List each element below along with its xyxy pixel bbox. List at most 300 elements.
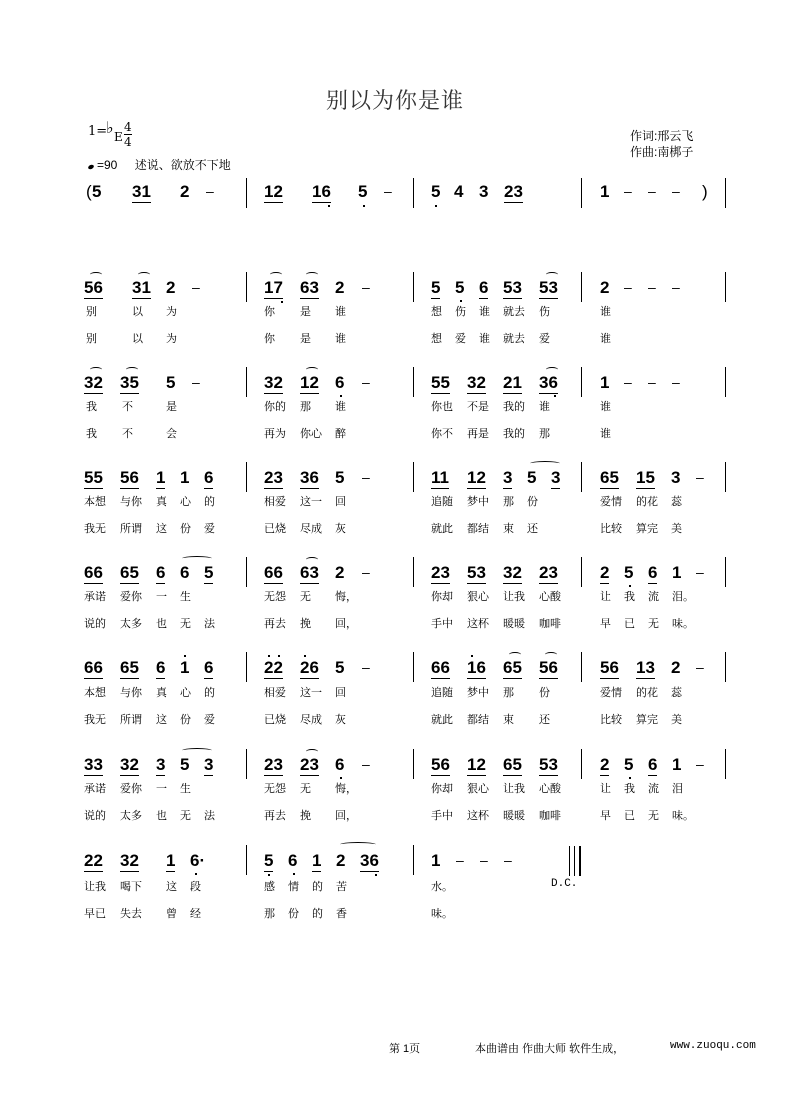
note: 33 bbox=[84, 755, 103, 774]
slur bbox=[306, 367, 318, 372]
high-dot bbox=[278, 655, 280, 657]
dash: – bbox=[480, 852, 488, 868]
lyric: 挽 bbox=[300, 618, 311, 630]
barline bbox=[413, 272, 414, 302]
lyric: 这 bbox=[156, 523, 167, 535]
lyric: 让我 bbox=[503, 783, 525, 795]
note: 16 bbox=[467, 658, 486, 677]
lyric: 谁 bbox=[335, 306, 346, 318]
dash: – bbox=[456, 852, 464, 868]
lyric: 手中 bbox=[431, 810, 453, 822]
lyric: 水。 bbox=[431, 881, 453, 893]
note: 2 bbox=[671, 658, 681, 677]
note: 36 bbox=[300, 468, 319, 487]
note: 66 bbox=[431, 658, 450, 677]
lyric: 爱情 bbox=[600, 496, 622, 508]
barline bbox=[581, 367, 582, 397]
note: 12 bbox=[300, 373, 319, 392]
flat-icon: ♭ bbox=[106, 118, 114, 137]
lyric: 谁 bbox=[479, 333, 490, 345]
lyric: 与你 bbox=[120, 496, 142, 508]
barline bbox=[725, 367, 726, 397]
note: 3 bbox=[671, 468, 681, 487]
lyric: 无 bbox=[300, 591, 311, 603]
lyric: 就此 bbox=[431, 714, 453, 726]
slur bbox=[182, 556, 212, 561]
high-dot bbox=[304, 655, 306, 657]
lyric: 已 bbox=[624, 618, 635, 630]
note: 5 bbox=[455, 278, 465, 297]
lyric: 谁 bbox=[479, 306, 490, 318]
dash: – bbox=[696, 659, 704, 675]
note: 5 bbox=[264, 851, 274, 870]
key-prefix: 1= bbox=[88, 124, 108, 139]
barline bbox=[581, 178, 582, 208]
tempo-bpm: =90 bbox=[97, 158, 118, 172]
note: 2 bbox=[600, 755, 610, 774]
tempo-marking bbox=[88, 156, 231, 173]
lyric: 苦 bbox=[336, 881, 347, 893]
barline bbox=[725, 178, 726, 208]
note: 23 bbox=[264, 755, 283, 774]
note: 56 bbox=[431, 755, 450, 774]
page-number: 第 1页 bbox=[389, 1043, 421, 1055]
lyric: 无 bbox=[300, 783, 311, 795]
lyric: 悔， bbox=[335, 591, 357, 603]
note: 1 bbox=[600, 373, 610, 392]
note: 5 bbox=[335, 468, 345, 487]
lyric: 的 bbox=[312, 881, 323, 893]
note: 5 bbox=[358, 182, 368, 201]
dash: – bbox=[672, 374, 680, 390]
dash: – bbox=[192, 279, 200, 295]
lyric: 香 bbox=[336, 908, 347, 920]
lyric: 不 bbox=[122, 428, 133, 440]
lyric: 太多 bbox=[120, 810, 142, 822]
lyric: 都结 bbox=[467, 523, 489, 535]
lyric: 爱你 bbox=[120, 783, 142, 795]
lyric: 你 bbox=[264, 306, 275, 318]
dash: – bbox=[192, 374, 200, 390]
lyric: 这杯 bbox=[467, 618, 489, 630]
dash: – bbox=[672, 279, 680, 295]
note: 1 bbox=[672, 755, 682, 774]
high-dot bbox=[471, 655, 473, 657]
lyric: 泪 bbox=[672, 783, 683, 795]
note: 23 bbox=[539, 563, 558, 582]
dash: – bbox=[624, 374, 632, 390]
lyric: 我无 bbox=[84, 523, 106, 535]
lyric: 流 bbox=[648, 783, 659, 795]
lyric: 回， bbox=[335, 618, 357, 630]
low-dot bbox=[629, 585, 631, 587]
barline bbox=[246, 557, 247, 587]
note: 23 bbox=[504, 182, 523, 201]
lyric: 是 bbox=[300, 306, 311, 318]
lyric: 我无 bbox=[84, 714, 106, 726]
note: 23 bbox=[431, 563, 450, 582]
barline bbox=[581, 272, 582, 302]
lyric: 真 bbox=[156, 496, 167, 508]
lyric: 回 bbox=[335, 687, 346, 699]
note: 32 bbox=[503, 563, 522, 582]
barline bbox=[246, 367, 247, 397]
note: 6 bbox=[204, 468, 214, 487]
lyric: 暖暖 bbox=[503, 810, 525, 822]
lyric: 本想 bbox=[84, 687, 106, 699]
note: 1 bbox=[312, 851, 322, 870]
dash: – bbox=[696, 564, 704, 580]
dash: – bbox=[362, 279, 370, 295]
note: 1 bbox=[156, 468, 166, 487]
lyric: 你却 bbox=[431, 591, 453, 603]
lyric: 无 bbox=[180, 618, 191, 630]
lyric: 味。 bbox=[672, 618, 694, 630]
low-dot bbox=[281, 301, 283, 303]
barline bbox=[246, 272, 247, 302]
lyric: 承诺 bbox=[84, 783, 106, 795]
note: 56 bbox=[539, 658, 558, 677]
lyric: 喝下 bbox=[120, 881, 142, 893]
lyric: 说的 bbox=[84, 810, 106, 822]
barline bbox=[246, 462, 247, 492]
note: 6 bbox=[648, 755, 658, 774]
note: 5 bbox=[166, 373, 176, 392]
lyric: 我 bbox=[624, 591, 635, 603]
lyric: 狠心 bbox=[467, 591, 489, 603]
key-signature bbox=[88, 118, 132, 149]
lyric: 这 bbox=[156, 714, 167, 726]
dash: – bbox=[648, 183, 656, 199]
note: 22 bbox=[264, 658, 283, 677]
note: 1 bbox=[672, 563, 682, 582]
note: 5 bbox=[431, 182, 441, 201]
lyric: 狠心 bbox=[467, 783, 489, 795]
note: 6 bbox=[288, 851, 298, 870]
lyric: 本想 bbox=[84, 496, 106, 508]
note: 55 bbox=[84, 468, 103, 487]
barline bbox=[581, 462, 582, 492]
note: 4 bbox=[454, 182, 464, 201]
lyric: 我 bbox=[624, 783, 635, 795]
low-dot bbox=[435, 205, 437, 207]
note: 65 bbox=[600, 468, 619, 487]
note: 2 bbox=[335, 278, 345, 297]
lyric: 束 bbox=[503, 523, 514, 535]
lyric: 爱 bbox=[204, 714, 215, 726]
lyric: 我的 bbox=[503, 428, 525, 440]
note: 56 bbox=[84, 278, 103, 297]
time-signature bbox=[124, 120, 132, 149]
lyric: 已烧 bbox=[264, 523, 286, 535]
barline bbox=[413, 557, 414, 587]
lyric: 一 bbox=[156, 783, 167, 795]
lyric: 伤 bbox=[455, 306, 466, 318]
lyric: 无 bbox=[648, 810, 659, 822]
slur bbox=[306, 749, 318, 754]
low-dot bbox=[340, 777, 342, 779]
lyric: 追随 bbox=[431, 687, 453, 699]
note: 6 bbox=[479, 278, 489, 297]
lyric: 心酸 bbox=[539, 591, 561, 603]
dash: – bbox=[504, 852, 512, 868]
barline bbox=[725, 749, 726, 779]
lyric: 份 bbox=[180, 523, 191, 535]
lyric: 泪。 bbox=[672, 591, 694, 603]
note: 2 bbox=[600, 278, 610, 297]
lyric: 回 bbox=[335, 496, 346, 508]
lyric: 还 bbox=[539, 714, 550, 726]
lyric: 为 bbox=[166, 306, 177, 318]
lyric: 爱 bbox=[539, 333, 550, 345]
lyric: 算完 bbox=[636, 523, 658, 535]
lyric: 一 bbox=[156, 591, 167, 603]
lyric: 所谓 bbox=[120, 523, 142, 535]
page-title: 别以为你是谁 bbox=[325, 89, 464, 114]
lyric: 心 bbox=[180, 496, 191, 508]
lyric: 就去 bbox=[503, 333, 525, 345]
lyric: 相爱 bbox=[264, 687, 286, 699]
note: 66 bbox=[84, 658, 103, 677]
note: 53 bbox=[503, 278, 522, 297]
lyric: 谁 bbox=[600, 333, 611, 345]
lyric: 爱 bbox=[204, 523, 215, 535]
barline bbox=[725, 557, 726, 587]
lyric: 我 bbox=[86, 428, 97, 440]
note: 35 bbox=[120, 373, 139, 392]
lyric: 醉 bbox=[335, 428, 346, 440]
barline bbox=[246, 178, 247, 208]
lyric: 你的 bbox=[264, 401, 286, 413]
slur bbox=[182, 748, 212, 753]
lyric: 经 bbox=[190, 908, 201, 920]
note: 12 bbox=[264, 182, 283, 201]
lyric: 那 bbox=[264, 908, 275, 920]
note: 1 bbox=[431, 851, 441, 870]
lyric: 不是 bbox=[467, 401, 489, 413]
final-barline-thin bbox=[574, 846, 575, 876]
lyric: 蕊 bbox=[671, 496, 682, 508]
note: 66 bbox=[264, 563, 283, 582]
lyric: 让我 bbox=[84, 881, 106, 893]
slur bbox=[270, 272, 282, 277]
slur bbox=[306, 557, 318, 562]
final-barline-thin bbox=[569, 846, 570, 876]
note: 5 bbox=[335, 658, 345, 677]
note: 65 bbox=[120, 563, 139, 582]
note: 2 bbox=[180, 182, 190, 201]
note: 5 bbox=[204, 563, 214, 582]
note: 6 bbox=[180, 563, 190, 582]
lyric: 太多 bbox=[120, 618, 142, 630]
lyric: 心酸 bbox=[539, 783, 561, 795]
note: 23 bbox=[264, 468, 283, 487]
dash: – bbox=[362, 756, 370, 772]
low-dot bbox=[375, 874, 377, 876]
lyric: 梦中 bbox=[467, 687, 489, 699]
lyric: 是 bbox=[300, 333, 311, 345]
note: 31 bbox=[132, 182, 151, 201]
low-dot bbox=[340, 395, 342, 397]
lyric: 是 bbox=[166, 401, 177, 413]
lyric: 让 bbox=[600, 783, 611, 795]
note: 65 bbox=[503, 658, 522, 677]
note: 6· bbox=[190, 851, 206, 870]
lyric: 灰 bbox=[335, 714, 346, 726]
lyric: 谁 bbox=[539, 401, 550, 413]
time-bottom: 4 bbox=[124, 135, 132, 149]
lyric: 再去 bbox=[264, 618, 286, 630]
lyric: 无怨 bbox=[264, 783, 286, 795]
note: 6 bbox=[204, 658, 214, 677]
note: 17 bbox=[264, 278, 283, 297]
lyric: 手中 bbox=[431, 618, 453, 630]
lyric: 再为 bbox=[264, 428, 286, 440]
lyric: 你 bbox=[264, 333, 275, 345]
lyric: 的 bbox=[204, 687, 215, 699]
lyric: 咖啡 bbox=[539, 618, 561, 630]
lyric: 谁 bbox=[600, 428, 611, 440]
note: 56 bbox=[600, 658, 619, 677]
lyric: 束 bbox=[503, 714, 514, 726]
lyric: 这杯 bbox=[467, 810, 489, 822]
lyric: 你不 bbox=[431, 428, 453, 440]
note: 6 bbox=[335, 373, 345, 392]
note: 1 bbox=[600, 182, 610, 201]
expression-text: 述说、欲放不下地 bbox=[134, 158, 231, 172]
lyric: 的 bbox=[204, 496, 215, 508]
lyric: 美 bbox=[671, 523, 682, 535]
slur bbox=[306, 272, 318, 277]
lyric: 那 bbox=[503, 687, 514, 699]
note: 23 bbox=[300, 755, 319, 774]
barline bbox=[413, 462, 414, 492]
slur bbox=[546, 272, 558, 277]
note: 2 bbox=[336, 851, 346, 870]
dash: – bbox=[624, 183, 632, 199]
lyric: 回， bbox=[335, 810, 357, 822]
lyric: 已 bbox=[624, 810, 635, 822]
lyric: 的花 bbox=[636, 496, 658, 508]
low-dot bbox=[554, 395, 556, 397]
intro-open-paren: ( bbox=[86, 182, 92, 201]
note: 32 bbox=[120, 851, 139, 870]
lyric: 比较 bbox=[600, 714, 622, 726]
lyric: 早已 bbox=[84, 908, 106, 920]
note: 1 bbox=[166, 851, 176, 870]
barline bbox=[246, 845, 247, 875]
note: 36 bbox=[360, 851, 379, 870]
lyric: 心 bbox=[180, 687, 191, 699]
note: 53 bbox=[539, 755, 558, 774]
dash: – bbox=[696, 469, 704, 485]
lyric: 会 bbox=[166, 428, 177, 440]
note: 32 bbox=[467, 373, 486, 392]
barline bbox=[413, 749, 414, 779]
lyric: 生 bbox=[180, 591, 191, 603]
lyric: 真 bbox=[156, 687, 167, 699]
high-dot bbox=[184, 655, 186, 657]
note: 1 bbox=[180, 658, 190, 677]
note: 55 bbox=[431, 373, 450, 392]
lyric: 感 bbox=[264, 881, 275, 893]
lyric: 灰 bbox=[335, 523, 346, 535]
dash: – bbox=[624, 279, 632, 295]
dash: – bbox=[362, 659, 370, 675]
barline bbox=[413, 178, 414, 208]
lyric: 所谓 bbox=[120, 714, 142, 726]
note: 3 bbox=[204, 755, 214, 774]
note: 3 bbox=[479, 182, 489, 201]
note: 16 bbox=[312, 182, 331, 201]
lyric: 想 bbox=[431, 333, 442, 345]
lyric: 尽成 bbox=[300, 714, 322, 726]
dash: – bbox=[696, 756, 704, 772]
lyric: 想 bbox=[431, 306, 442, 318]
lyric: 蕊 bbox=[671, 687, 682, 699]
note: 2 bbox=[335, 563, 345, 582]
lyric: 味。 bbox=[431, 908, 453, 920]
footer-url: www.zuoqu.com bbox=[670, 1040, 756, 1052]
lyric: 美 bbox=[671, 714, 682, 726]
barline bbox=[581, 557, 582, 587]
barline bbox=[725, 462, 726, 492]
low-dot bbox=[268, 874, 270, 876]
lyric: 失去 bbox=[120, 908, 142, 920]
lyric: 法 bbox=[204, 810, 215, 822]
lyric: 流 bbox=[648, 591, 659, 603]
time-top: 4 bbox=[124, 120, 132, 134]
note: 26 bbox=[300, 658, 319, 677]
note: 32 bbox=[264, 373, 283, 392]
slur bbox=[509, 652, 521, 657]
lyric: 以 bbox=[132, 333, 143, 345]
note: 3 bbox=[503, 468, 513, 487]
lyric: 情 bbox=[288, 881, 299, 893]
note: 65 bbox=[120, 658, 139, 677]
lyric: 这一 bbox=[300, 687, 322, 699]
lyric: 别 bbox=[86, 333, 97, 345]
lyric: 谁 bbox=[600, 401, 611, 413]
intro-close-paren: ) bbox=[702, 182, 708, 201]
lyric: 也 bbox=[156, 618, 167, 630]
key-letter: E bbox=[114, 130, 123, 144]
lyric: 那 bbox=[539, 428, 550, 440]
note: 21 bbox=[503, 373, 522, 392]
slur bbox=[340, 842, 376, 847]
slur bbox=[126, 367, 138, 372]
slur bbox=[545, 652, 557, 657]
note: 5 bbox=[92, 182, 102, 201]
note: 5 bbox=[180, 755, 190, 774]
lyric: 的花 bbox=[636, 687, 658, 699]
dash: – bbox=[648, 374, 656, 390]
lyric: 这 bbox=[166, 881, 177, 893]
low-dot bbox=[460, 300, 462, 302]
lyric: 曾 bbox=[166, 908, 177, 920]
lyric: 让 bbox=[600, 591, 611, 603]
lyric: 无 bbox=[180, 810, 191, 822]
final-barline-thick bbox=[579, 846, 581, 876]
note: 6 bbox=[335, 755, 345, 774]
lyric: 段 bbox=[190, 881, 201, 893]
lyric: 谁 bbox=[335, 333, 346, 345]
lyric: 算完 bbox=[636, 714, 658, 726]
note: 1 bbox=[180, 468, 190, 487]
note: 5 bbox=[624, 563, 634, 582]
note: 6 bbox=[156, 658, 166, 677]
lyric: 也 bbox=[156, 810, 167, 822]
